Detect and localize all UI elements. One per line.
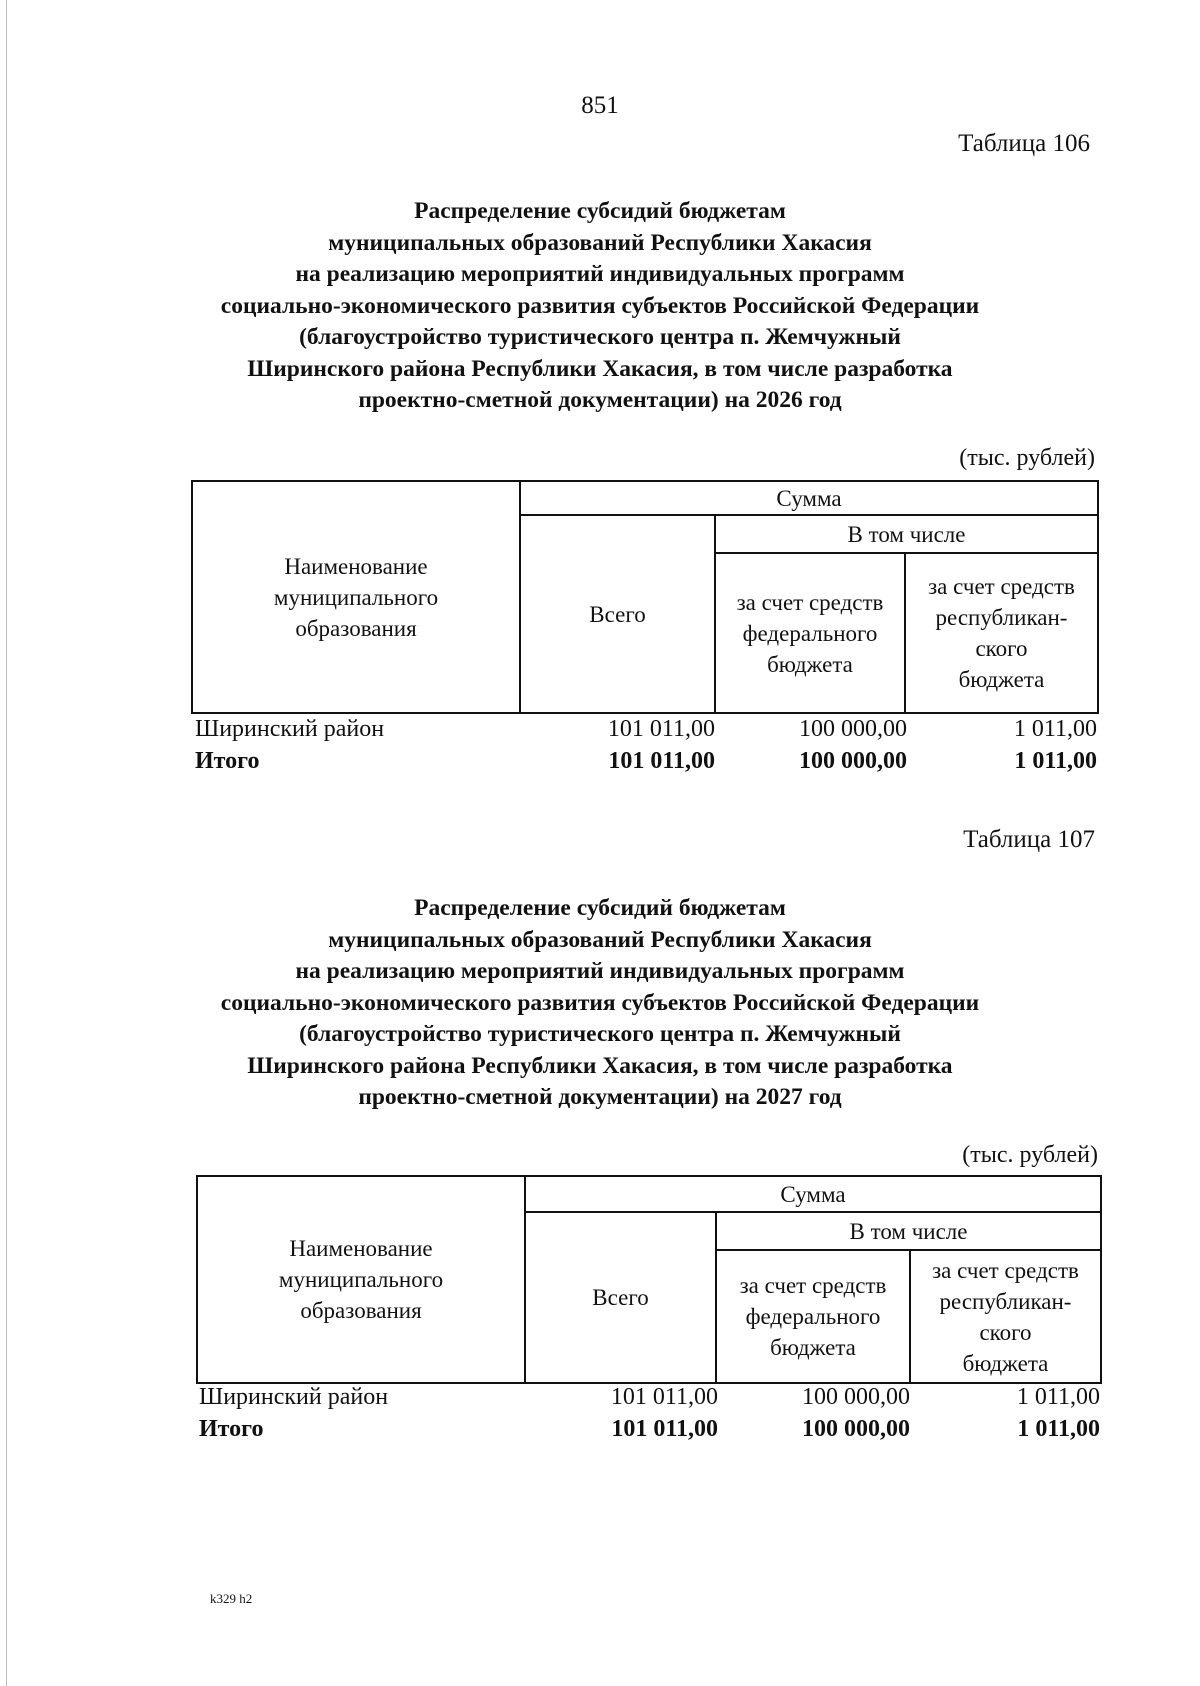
header-sum-cell: Сумма [525, 1176, 1101, 1212]
table-107-unit: (тыс. рублей) [962, 1142, 1098, 1168]
title-line: муниципальных образований Республики Хакасия [328, 229, 872, 256]
row-federal: 100 000,00 [799, 716, 907, 742]
title-line: на реализацию мероприятий индивидуальных программ [295, 261, 905, 287]
header-including-cell: В том числе [715, 515, 1098, 553]
page-number: 851 [581, 92, 619, 119]
total-row-federal: 100 000,00 [802, 1416, 910, 1442]
total-row-total: 101 011,00 [608, 748, 715, 774]
header-total-cell: Всего [520, 515, 715, 713]
row-name: Ширинский район [199, 1384, 389, 1410]
title-line: муниципальных образований Республики Хакасия [328, 926, 872, 953]
row-name: Ширинский район [195, 716, 385, 742]
row-total: 101 011,00 [607, 716, 715, 742]
header-total-cell: Всего [525, 1212, 716, 1383]
table-106-label: Таблица 106 [958, 130, 1090, 157]
table-row [0, 716, 1200, 748]
header-federal-cell: за счет средств федерального бюджета [716, 1250, 910, 1383]
title-line: Ширинского района Республики Хакасия, в том числе разработка [247, 355, 953, 382]
total-row-federal: 100 000,00 [799, 748, 907, 774]
total-row-name: Итого [199, 1416, 264, 1442]
title-line: проектно-сметной документации) на 2027 год [358, 1084, 842, 1110]
table-total-row [0, 748, 1200, 780]
title-line: на реализацию мероприятий индивидуальных программ [295, 958, 905, 984]
footer-code: k329 h2 [210, 1591, 253, 1606]
table-107-title [180, 893, 1020, 1114]
table-row [0, 1384, 1200, 1416]
total-row-republic: 1 011,00 [1017, 1416, 1100, 1442]
header-name-cell: Наименование муниципального образования [197, 1176, 525, 1383]
row-federal: 100 000,00 [802, 1384, 910, 1410]
header-federal-cell: за счет средств федерального бюджета [715, 553, 905, 713]
total-row-total: 101 011,00 [611, 1416, 718, 1442]
row-republic: 1 011,00 [1016, 1384, 1100, 1410]
row-republic: 1 011,00 [1013, 716, 1097, 742]
title-line: социально-экономического развития субъектов Российской Федерации [220, 292, 980, 319]
title-line: социально-экономического развития субъектов Российской Федерации [220, 989, 980, 1016]
table-total-row [0, 1416, 1200, 1448]
table-106-unit: (тыс. рублей) [959, 445, 1095, 471]
table-106-header [191, 480, 1099, 714]
title-line: (благоустройство туристического центра п. Жемчужный [299, 324, 901, 350]
table-106-title [180, 196, 1020, 417]
title-line: (благоустройство туристического центра п. Жемчужный [299, 1021, 901, 1047]
title-line: Распределение субсидий бюджетам [414, 895, 786, 921]
header-republic-cell: за счет средств республикан- ского бюджета [910, 1250, 1101, 1383]
title-line: Распределение субсидий бюджетам [414, 198, 786, 224]
header-including-cell: В том числе [716, 1212, 1101, 1250]
title-line: проектно-сметной документации) на 2026 год [358, 387, 842, 413]
table-107-header [196, 1175, 1102, 1384]
header-sum-cell: Сумма [520, 481, 1098, 515]
total-row-name: Итого [195, 748, 260, 774]
header-name-cell: Наименование муниципального образования [192, 481, 520, 713]
row-total: 101 011,00 [610, 1384, 718, 1410]
header-republic-cell: за счет средств республикан- ского бюджета [905, 553, 1098, 713]
table-107-label: Таблица 107 [963, 826, 1095, 853]
total-row-republic: 1 011,00 [1014, 748, 1097, 774]
title-line: Ширинского района Республики Хакасия, в том числе разработка [247, 1052, 953, 1079]
